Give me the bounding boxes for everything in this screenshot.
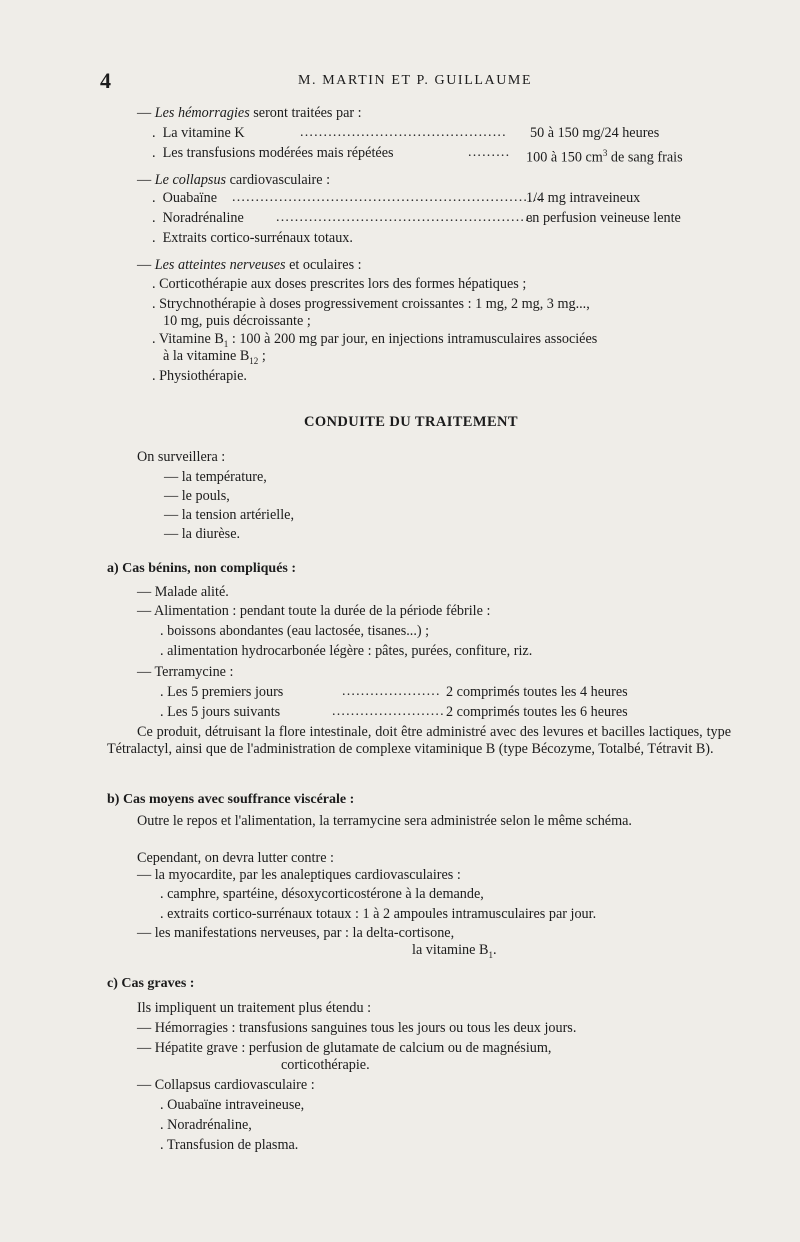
bullet: . — [152, 145, 156, 161]
value-text: de sang frais — [607, 149, 683, 166]
collapse-title-rest: cardiovasculaire : — [229, 172, 331, 188]
item-label: Noradrénaline — [162, 210, 244, 226]
item-label: La vitamine K — [162, 125, 245, 141]
case-a-line: . boissons abondantes (eau lactosée, tisanes...) ; — [160, 623, 430, 639]
case-a-title: a) Cas bénins, non compliqués : — [107, 561, 297, 576]
case-c-line: — Hémorragies : transfusions sanguines tous les jours ou tous les deux jours. — [137, 1020, 577, 1036]
monitoring-item: — la diurèse. — [164, 526, 241, 542]
dose-value: 2 comprimés toutes les 4 heures — [446, 684, 628, 700]
bullet: . — [152, 125, 156, 141]
case-b-line: . camphre, spartéine, désoxycorticostérone à la demande, — [160, 886, 484, 902]
dash: — — [137, 105, 152, 121]
page-number: 4 — [100, 68, 111, 93]
collapse-item-label — [152, 190, 217, 207]
case-c-line: — Collapsus cardiovasculaire : — [137, 1077, 315, 1093]
monitoring-item: — la température, — [164, 469, 267, 485]
case-c-line: . Noradrénaline, — [160, 1117, 252, 1133]
collapse-title: Le collapsus — [154, 172, 227, 188]
collapse-item-value: en perfusion veineuse lente — [526, 210, 681, 226]
case-b-line: Cependant, on devra lutter contre : — [137, 850, 334, 866]
hemorrhage-item-label — [152, 125, 245, 142]
monitoring-item: — le pouls, — [164, 488, 230, 504]
text: la vitamine B — [412, 942, 489, 958]
case-b-paragraph: Outre le repos et l'alimentation, la terramycine sera administrée selon le même schéma. — [137, 813, 632, 829]
hemorrhage-item-value — [526, 145, 683, 167]
subscript: 1 — [488, 949, 493, 960]
text: à la vitamine B — [163, 348, 250, 364]
item-label: Les transfusions modérées mais répétées — [162, 145, 394, 161]
leader-dots: .................................................................. — [232, 190, 543, 205]
collapse-heading — [137, 172, 330, 189]
case-c-line: corticothérapie. — [281, 1057, 370, 1073]
section-title: CONDUITE DU TRAITEMENT — [304, 414, 518, 430]
text: . — [492, 942, 497, 958]
nervous-title: Les atteintes nerveuses — [154, 257, 286, 273]
nervous-item-cont: 10 mg, puis décroissante ; — [163, 313, 311, 329]
leader-dots: ..................... — [342, 684, 441, 699]
leader-dots: ............................................ — [300, 125, 507, 140]
nervous-item-cont — [163, 348, 266, 370]
nervous-title-rest: et oculaires : — [289, 257, 362, 273]
monitoring-item: — la tension artérielle, — [164, 507, 295, 523]
case-c-line: . Transfusion de plasma. — [160, 1137, 299, 1153]
case-b-line: . extraits cortico-surrénaux totaux : 1 à 2 ampoules intramusculaires par jour. — [160, 906, 597, 922]
dash: — — [137, 172, 152, 188]
text: ; — [258, 348, 266, 364]
case-a-line: — Malade alité. — [137, 584, 229, 600]
hemorrhages-heading — [137, 105, 362, 122]
case-a-line: . alimentation hydrocarbonée légère : pâtes, purées, confiture, riz. — [160, 643, 533, 659]
item-label: Extraits cortico-surrénaux totaux. — [162, 230, 353, 246]
bullet: . — [152, 210, 156, 226]
hemorrhages-title: Les hémorragies — [154, 105, 250, 121]
dose-value: 2 comprimés toutes les 6 heures — [446, 704, 628, 720]
collapse-item-value: 1/4 mg intraveineux — [526, 190, 641, 206]
case-c-title: c) Cas graves : — [107, 976, 195, 991]
collapse-item-label — [152, 230, 353, 247]
leader-dots: ........................ — [332, 704, 445, 719]
bullet: . — [152, 190, 156, 206]
value-text: 100 à 150 cm — [526, 149, 603, 166]
item-label: Ouabaïne — [162, 190, 218, 206]
hemorrhage-item-label — [152, 145, 394, 162]
case-a-paragraph: Ce produit, détruisant la flore intestinale, doit être administré avec des levures et bacilles lactiques, type Tétralactyl, ainsi que de l'administration de complexe vitaminique B (type Bécozyme, Totalbé, Tétravit B). — [107, 724, 731, 757]
case-a-line: — Terramycine : — [137, 664, 234, 680]
case-b-line: — la myocardite, par les analeptiques cardiovasculaires : — [137, 867, 461, 883]
nervous-item: . Strychnothérapie à doses progressivement croissantes : 1 mg, 2 mg, 3 mg..., — [152, 296, 590, 312]
dash: — — [137, 257, 152, 273]
case-c-line: Ils impliquent un traitement plus étendu : — [137, 1000, 372, 1016]
hemorrhage-item-value: 50 à 150 mg/24 heures — [530, 125, 660, 141]
text: . Vitamine B — [152, 331, 224, 347]
case-b-title: b) Cas moyens avec souffrance viscérale : — [107, 792, 355, 807]
leader-dots: ......... — [468, 145, 511, 160]
nervous-item: . Physiothérapie. — [152, 368, 247, 384]
case-b-line — [412, 942, 497, 964]
nervous-item: . Corticothérapie aux doses prescrites lors des formes hépatiques ; — [152, 276, 527, 292]
hemorrhages-title-rest: seront traitées par : — [253, 105, 362, 121]
case-c-line: . Ouabaïne intraveineuse, — [160, 1097, 305, 1113]
dose-label: . Les 5 premiers jours — [160, 684, 284, 700]
subscript: 12 — [249, 355, 259, 366]
leader-dots: ....................................................... — [276, 210, 535, 225]
subscript: 1 — [223, 338, 229, 349]
nervous-heading — [137, 257, 362, 274]
monitoring-intro: On surveillera : — [137, 449, 226, 465]
case-b-line: — les manifestations nerveuses, par : la delta-cortisone, — [137, 925, 455, 941]
bullet: . — [152, 230, 156, 246]
case-c-line: — Hépatite grave : perfusion de glutamate de calcium ou de magnésium, — [137, 1040, 552, 1056]
case-a-line: — Alimentation : pendant toute la durée de la période fébrile : — [137, 603, 491, 619]
dose-label: . Les 5 jours suivants — [160, 704, 281, 720]
value-sup: 3 — [602, 148, 608, 158]
collapse-item-label — [152, 210, 244, 227]
running-title: M. MARTIN ET P. GUILLAUME — [298, 73, 533, 88]
text: : 100 à 200 mg par jour, en injections intramusculaires associées — [228, 331, 598, 347]
